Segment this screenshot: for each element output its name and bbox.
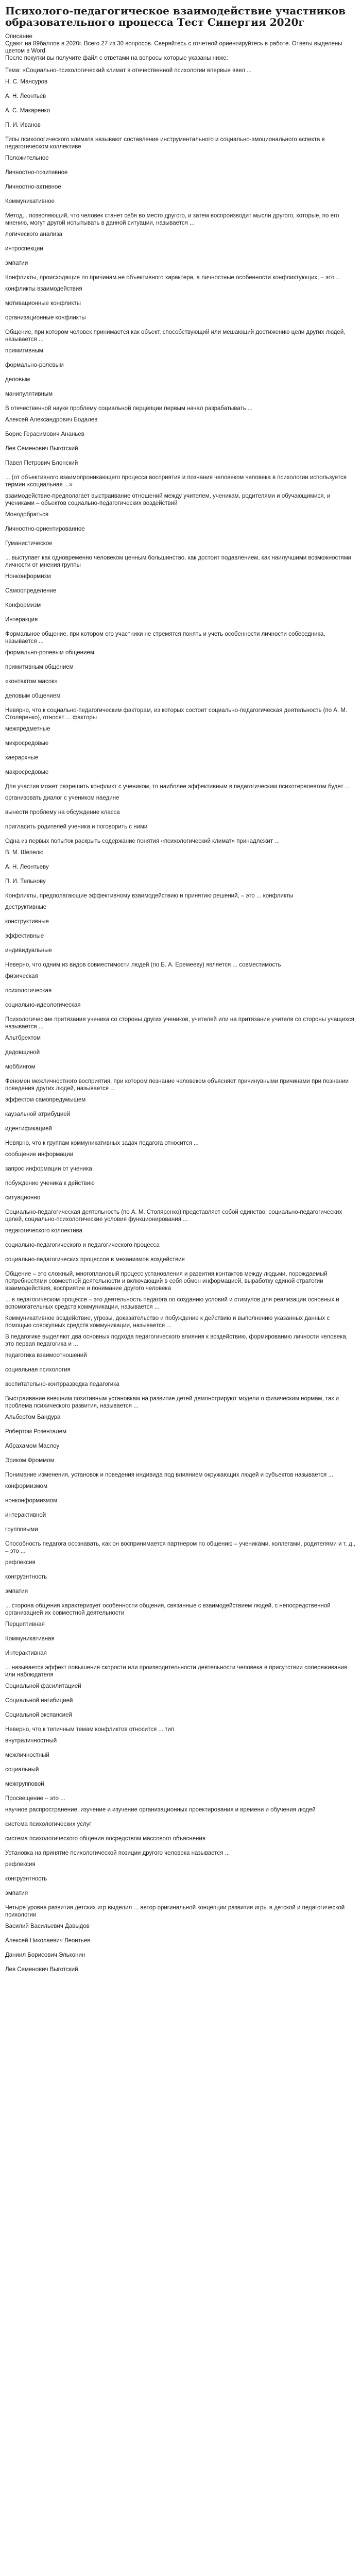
answer-option: организовать диалог с учеником наедине	[5, 795, 119, 801]
answer-option: Социальной фасилитацией	[5, 1683, 81, 1689]
question-text: Общение, при котором человек принимается как объект, способствующий или мешающий достижению цели других людей, называется ...	[5, 329, 346, 343]
answer-option: социальный	[5, 1767, 39, 1773]
answer-option: Перцептивная	[5, 1621, 45, 1628]
answer-options	[5, 849, 356, 885]
description-paragraph: Описание	[5, 33, 32, 40]
answer-options	[5, 285, 356, 321]
question-block	[5, 961, 356, 1009]
answer-option: П. И. Тельнову	[5, 878, 46, 885]
answer-options	[5, 1923, 356, 1973]
answer-option: Личностно-ориентированное	[5, 526, 85, 532]
answer-option: Алексей Николаевич Леонтьев	[5, 1938, 91, 1944]
answer-option: Василий Васильевич Давыдов	[5, 1923, 90, 1929]
question-block	[5, 136, 356, 205]
question-text: Для участия может разрешить конфликт с учеником, то наиболее эффективным в педагогическим психотерапевтом будет ...	[5, 784, 350, 790]
question-block	[5, 838, 356, 885]
answer-option: социальная психология	[5, 1367, 71, 1373]
answer-options	[5, 155, 356, 205]
answer-option: моббингом	[5, 1064, 36, 1070]
answer-option: Эриком Фроммом	[5, 1458, 55, 1464]
question-text: Феномен межличностного восприятия, при котором познание человеком объясняет причинувными причинами при познании поведения других людей, называется ...	[5, 1078, 349, 1092]
question-block	[5, 1904, 356, 1973]
answer-option: Самоопределение	[5, 588, 57, 594]
answer-option: деловым общением	[5, 693, 61, 699]
answer-option: социально-педагогических процессов в механизмов воздействия	[5, 1257, 185, 1263]
question-text: Одна из первых попыток раскрыть содержание понятия «психологический климат» принадлежит ...	[5, 838, 280, 844]
question-text: Выстраивание внешним позитивным установкам на развитие детей демонстрируют модели о физическим нормам, так и проблема психического развития, называется ...	[5, 1396, 339, 1409]
question-text: ... в педагогическом процессе – это деятельность педагога по созданию условий и стимулов для реализации основных и вспомогательных средств коммуникации, называется ...	[5, 1297, 339, 1310]
answer-option: Робертом Розенталем	[5, 1429, 67, 1435]
answer-options	[5, 649, 356, 700]
answer-option: П. И. Иванов	[5, 122, 41, 128]
answer-option: Коммуникативное	[5, 198, 55, 205]
answer-option: идентификацией	[5, 1126, 52, 1132]
answer-option: система психологических услуг	[5, 1821, 92, 1827]
answer-option: научное распространение, изучение и изучение организационных проектирования и времени и обучения людей	[5, 1807, 316, 1813]
answer-options	[5, 1352, 356, 1388]
answer-option: эффективные	[5, 933, 44, 939]
answer-option: Альтбрехтом	[5, 1035, 41, 1041]
question-text: Конфликты, предполагающие эффективному взаимодействию и принятию решений, – это ... конфликты	[5, 893, 294, 899]
question-block	[5, 1726, 356, 1788]
question-text: ... сторона общения характеризует особенности общения, связанные с взаимодействием людей, с непосредственной организацией их совместной деятельности	[5, 1603, 331, 1616]
answer-options	[5, 1483, 356, 1533]
answer-option: конгруэнтность	[5, 1574, 47, 1580]
answer-options	[5, 904, 356, 954]
answer-option: побуждение ученика к действию	[5, 1180, 95, 1187]
question-block	[5, 1664, 356, 1719]
answer-option: деловым	[5, 377, 30, 383]
question-block	[5, 554, 356, 623]
answer-option: эмпатии	[5, 260, 28, 266]
answer-options	[5, 1096, 356, 1132]
question-text: Способность педагога осознавать, как он воспринимается партнером по общению – учениками, коллегами, родителями и т. д., – это ...	[5, 1541, 356, 1554]
answer-option: А. Н. Леонтьев	[5, 93, 46, 99]
answer-options	[5, 231, 356, 267]
question-block	[5, 67, 356, 129]
answer-option: система психологического общения посредством массового объяснения	[5, 1836, 205, 1842]
answer-option: запрос информации от ученика	[5, 1166, 92, 1172]
answer-options	[5, 1806, 356, 1842]
question-block	[5, 493, 356, 547]
answer-option: конструктивные	[5, 919, 49, 925]
answer-option: хаерархные	[5, 755, 39, 761]
question-block	[5, 274, 356, 321]
answer-option: межгрупповой	[5, 1781, 44, 1787]
question-block	[5, 707, 356, 776]
answer-options	[5, 416, 356, 467]
question-text: Просвещение – это ...	[5, 1795, 65, 1802]
question-text: В педагогике выделяют два основных подхода педагогического влияния к воздействию, формированию личности человека, это первая педагогика и ...	[5, 1334, 348, 1347]
answer-option: Альбертом Бандура	[5, 1414, 61, 1420]
answer-option: эмпатия	[5, 1890, 28, 1896]
question-text: взаимодействие-предполагает выстраивание отношений между учителем, ученикам, родителями и обучающимися, и учениками – объектов социально-педагогических воздействий	[5, 493, 331, 506]
question-block	[5, 1270, 356, 1292]
question-block	[5, 474, 356, 488]
answer-option: Даниил Борисович Эльконин	[5, 1952, 85, 1958]
question-text: Коммуникативное воздействие, угрозы, доказательство и побуждение к действию и выполнению указанных данных с помощью совокупных средств коммуникации, называется ...	[5, 1315, 330, 1329]
answer-option: Н. С. Мансуров	[5, 79, 48, 85]
answer-option: эффектом самопредумыщем	[5, 1097, 86, 1103]
question-block	[5, 1315, 356, 1329]
question-text: Психологические притязания ученика со стороны других учеников, учителей или на притязание учителя со стороны учащихся, называется ...	[5, 1016, 356, 1030]
questions-list	[5, 67, 356, 1973]
question-text: Установка на принятие психологической позиции другого человека называется ...	[5, 1850, 230, 1856]
answer-option: Конформизм	[5, 602, 41, 608]
answer-option: Алексей Александрович Бодалев	[5, 417, 98, 423]
answer-option: социально-педагогического и педагогического процесса	[5, 1242, 160, 1248]
question-block	[5, 1471, 356, 1533]
answer-option: рефлексия	[5, 1861, 36, 1868]
answer-options	[5, 1559, 356, 1595]
question-text: Невярно, что к группам коммуникативных задач педагога относится ...	[5, 1140, 199, 1146]
answer-options	[5, 1414, 356, 1464]
answer-option: В. М. Шепелю	[5, 850, 44, 856]
question-text: Конфликты, происходящие по причинам не объективного характера, а личностные особенности конфликтующих, – это ...	[5, 275, 341, 281]
description-block	[5, 33, 356, 62]
answer-option: формально-ролевым общением	[5, 650, 94, 656]
answer-option: Интерактивная	[5, 1650, 47, 1656]
answer-option: эмпатия	[5, 1588, 28, 1595]
question-text: Общение – это сложный, многоплановый процесс установления и развития контактов между людьми, порождаемый потребностями совместной деятельности и включающий в себя обмен информацией, выработку единой стратегии взаимодействия, восприятие и понимание другого человека	[5, 1271, 328, 1292]
question-text: Социально-педагогическая деятельность (по А. М. Столяренко) представляет собой единство: социально-педагогических целей, социально-психологические условия функционирования ...	[5, 1209, 342, 1223]
question-block	[5, 1850, 356, 1897]
answer-options	[5, 1227, 356, 1263]
answer-option: логического анализа	[5, 231, 63, 238]
answer-options	[5, 794, 356, 831]
answer-option: Социальной экспансией	[5, 1712, 72, 1718]
answer-option: каузальной атрибуцией	[5, 1111, 71, 1117]
answer-options	[5, 347, 356, 398]
answer-option: Абрахамом Маслоу	[5, 1443, 60, 1449]
answer-option: ситуационно	[5, 1195, 41, 1201]
answer-option: А. С. Макаренко	[5, 108, 50, 114]
answer-option: педагогика взаимоотношений	[5, 1352, 87, 1359]
answer-option: манипулятивным	[5, 391, 53, 397]
answer-option: А. Н. Леонтьеву	[5, 864, 49, 870]
answer-options	[5, 1035, 356, 1071]
answer-option: организационные конфликты	[5, 315, 86, 321]
answer-options	[5, 573, 356, 623]
answer-option: педагогического коллектива	[5, 1228, 83, 1234]
answer-option: мотивационные конфликты	[5, 300, 81, 307]
answer-option: Интеракция	[5, 617, 38, 623]
answer-option: межличностный	[5, 1752, 49, 1758]
answer-option: психологическая	[5, 988, 52, 994]
answer-option: нонконформизмом	[5, 1498, 58, 1504]
question-block	[5, 1140, 356, 1201]
answer-options	[5, 725, 356, 776]
question-text: Типы психологического климата называют составление инструментального и социально-эмоционального аспекта в педагогическом коллективе	[5, 137, 325, 150]
question-block	[5, 1795, 356, 1842]
question-block	[5, 892, 356, 954]
question-text: Четыре уровня развития детских игр выделил ... автор оригинальной концепции развития игры в детской и педагогической психологии	[5, 1905, 345, 1918]
answer-option: Социальной ингибицией	[5, 1698, 73, 1704]
answer-option: Павел Петрович Блонский	[5, 460, 78, 466]
question-block	[5, 1602, 356, 1657]
answer-option: пригласить родителей ученика и поговорить с ними	[5, 824, 148, 830]
question-block	[5, 1333, 356, 1388]
answer-options	[5, 1861, 356, 1897]
answer-option: сообщение информации	[5, 1151, 74, 1158]
question-block	[5, 1296, 356, 1311]
question-block	[5, 1016, 356, 1071]
answer-option: микросредовые	[5, 740, 49, 747]
answer-option: воспитательно-контрразведка педагогика	[5, 1381, 119, 1387]
answer-option: деструктивные	[5, 904, 47, 910]
answer-options	[5, 973, 356, 1009]
answer-option: дедовщиной	[5, 1049, 40, 1056]
question-text: Формальное общение, при котором его участники не стремятся понять и учеть особенности личности собеседника, называется ...	[5, 631, 325, 645]
answer-option: «контактом масок»	[5, 679, 58, 685]
answer-option: макросредовые	[5, 769, 49, 775]
question-text: Неверно, что к типичным темам конфликтов относится ... тип	[5, 1726, 175, 1733]
question-text: В отечественной науке проблему социальной перцепции первым начал разрабатывать ...	[5, 405, 253, 412]
answer-options	[5, 511, 356, 547]
question-block	[5, 212, 356, 267]
answer-option: конгруэнтность	[5, 1876, 47, 1882]
answer-option: Положительное	[5, 155, 49, 161]
answer-option: примитивным общением	[5, 664, 74, 670]
question-text: Невярно, что к социально-педагогическим факторам, из которых состоит социально-педагогическая деятельность (по А. М. Столяренко), относят ... факторы	[5, 707, 348, 721]
question-block	[5, 329, 356, 398]
answer-option: вынести проблему на обсуждение класса	[5, 809, 120, 816]
answer-option: Личностно-позитивное	[5, 170, 68, 176]
question-block	[5, 1395, 356, 1464]
question-text: Тема: «Социально-психологический климат в отечественной психологии впервые ввел ...	[5, 67, 252, 74]
answer-option: Личностно-активное	[5, 184, 61, 190]
question-text: Понимание изменения, установок и поведения индивида под влиянием окружающих людей и субъектов называется ...	[5, 1472, 334, 1478]
question-block	[5, 405, 356, 467]
question-text: Неверно, что одним из видов совместимости людей (по Б. А. Еремееву) является ... совместимость	[5, 962, 281, 968]
answer-option: Лев Семенович Выготский	[5, 446, 78, 452]
question-text: ... (от объективного взаимопроникающего процесса восприятия и познания человеком человека в психологии используется термин «социальная ...»	[5, 474, 347, 488]
question-text: ... называется эффект повышения скорости или производительности деятельности человека в присутствии сопереживания или наблюдателя	[5, 1665, 348, 1678]
question-block	[5, 631, 356, 700]
answer-options	[5, 1683, 356, 1719]
answer-option: интроспекции	[5, 246, 43, 252]
page-title: Психолого-педагогическое взаимодействие участников образовательного процесса Тест Синергия 2020г	[5, 5, 346, 28]
answer-option: внутриличностный	[5, 1738, 57, 1744]
question-text: ... выступает как одновременно человеком ценным большинство, как достоит подавлением, как наилучшими возможностями личности от мнения группы	[5, 555, 352, 568]
answer-option: групповыми	[5, 1527, 38, 1533]
answer-options	[5, 1737, 356, 1788]
answer-option: Нонконформизм	[5, 573, 51, 580]
answer-option: социально-идеологическая	[5, 1002, 81, 1008]
answer-option: Лев Семенович Выготский	[5, 1967, 78, 1973]
description-paragraph: Сдают на 89баллов в 2020г. Всего 27 из 30 вопросов. Сверяйтесь с отчетной ориентируйтесь в работе. Ответы выделены цветом в Word.	[5, 41, 342, 54]
answer-option: формально-ролевым	[5, 362, 64, 368]
answer-options	[5, 1621, 356, 1657]
answer-options	[5, 78, 356, 129]
question-block	[5, 1540, 356, 1595]
answer-option: рефлексия	[5, 1560, 36, 1566]
answer-option: Борис Герасимович Ананьев	[5, 431, 84, 437]
answer-option: индивидуальные	[5, 947, 52, 954]
question-block	[5, 783, 356, 831]
answer-option: Монодобраться	[5, 512, 49, 518]
description-paragraph: После покупки вы получите файл с ответами на вопросы которые указаны ниже:	[5, 55, 228, 61]
answer-option: Гуманистическое	[5, 540, 53, 547]
answer-option: конфликты взаимодействия	[5, 286, 82, 292]
question-block	[5, 1209, 356, 1263]
answer-option: межпредметные	[5, 726, 50, 732]
answer-option: физическая	[5, 973, 38, 979]
answer-option: конформизмом	[5, 1483, 47, 1489]
answer-option: Коммуникативная	[5, 1636, 55, 1642]
answer-option: примитивным	[5, 348, 43, 354]
answer-option: интерактивной	[5, 1512, 46, 1518]
question-block	[5, 1078, 356, 1132]
question-text: Метод... позволяющий, что человек станет себя во место другого, и затем воспроизводит мысли другого, которые, по его мнению, могут другой испытывать в данной ситуации, называется ...	[5, 213, 339, 226]
answer-options	[5, 1151, 356, 1201]
